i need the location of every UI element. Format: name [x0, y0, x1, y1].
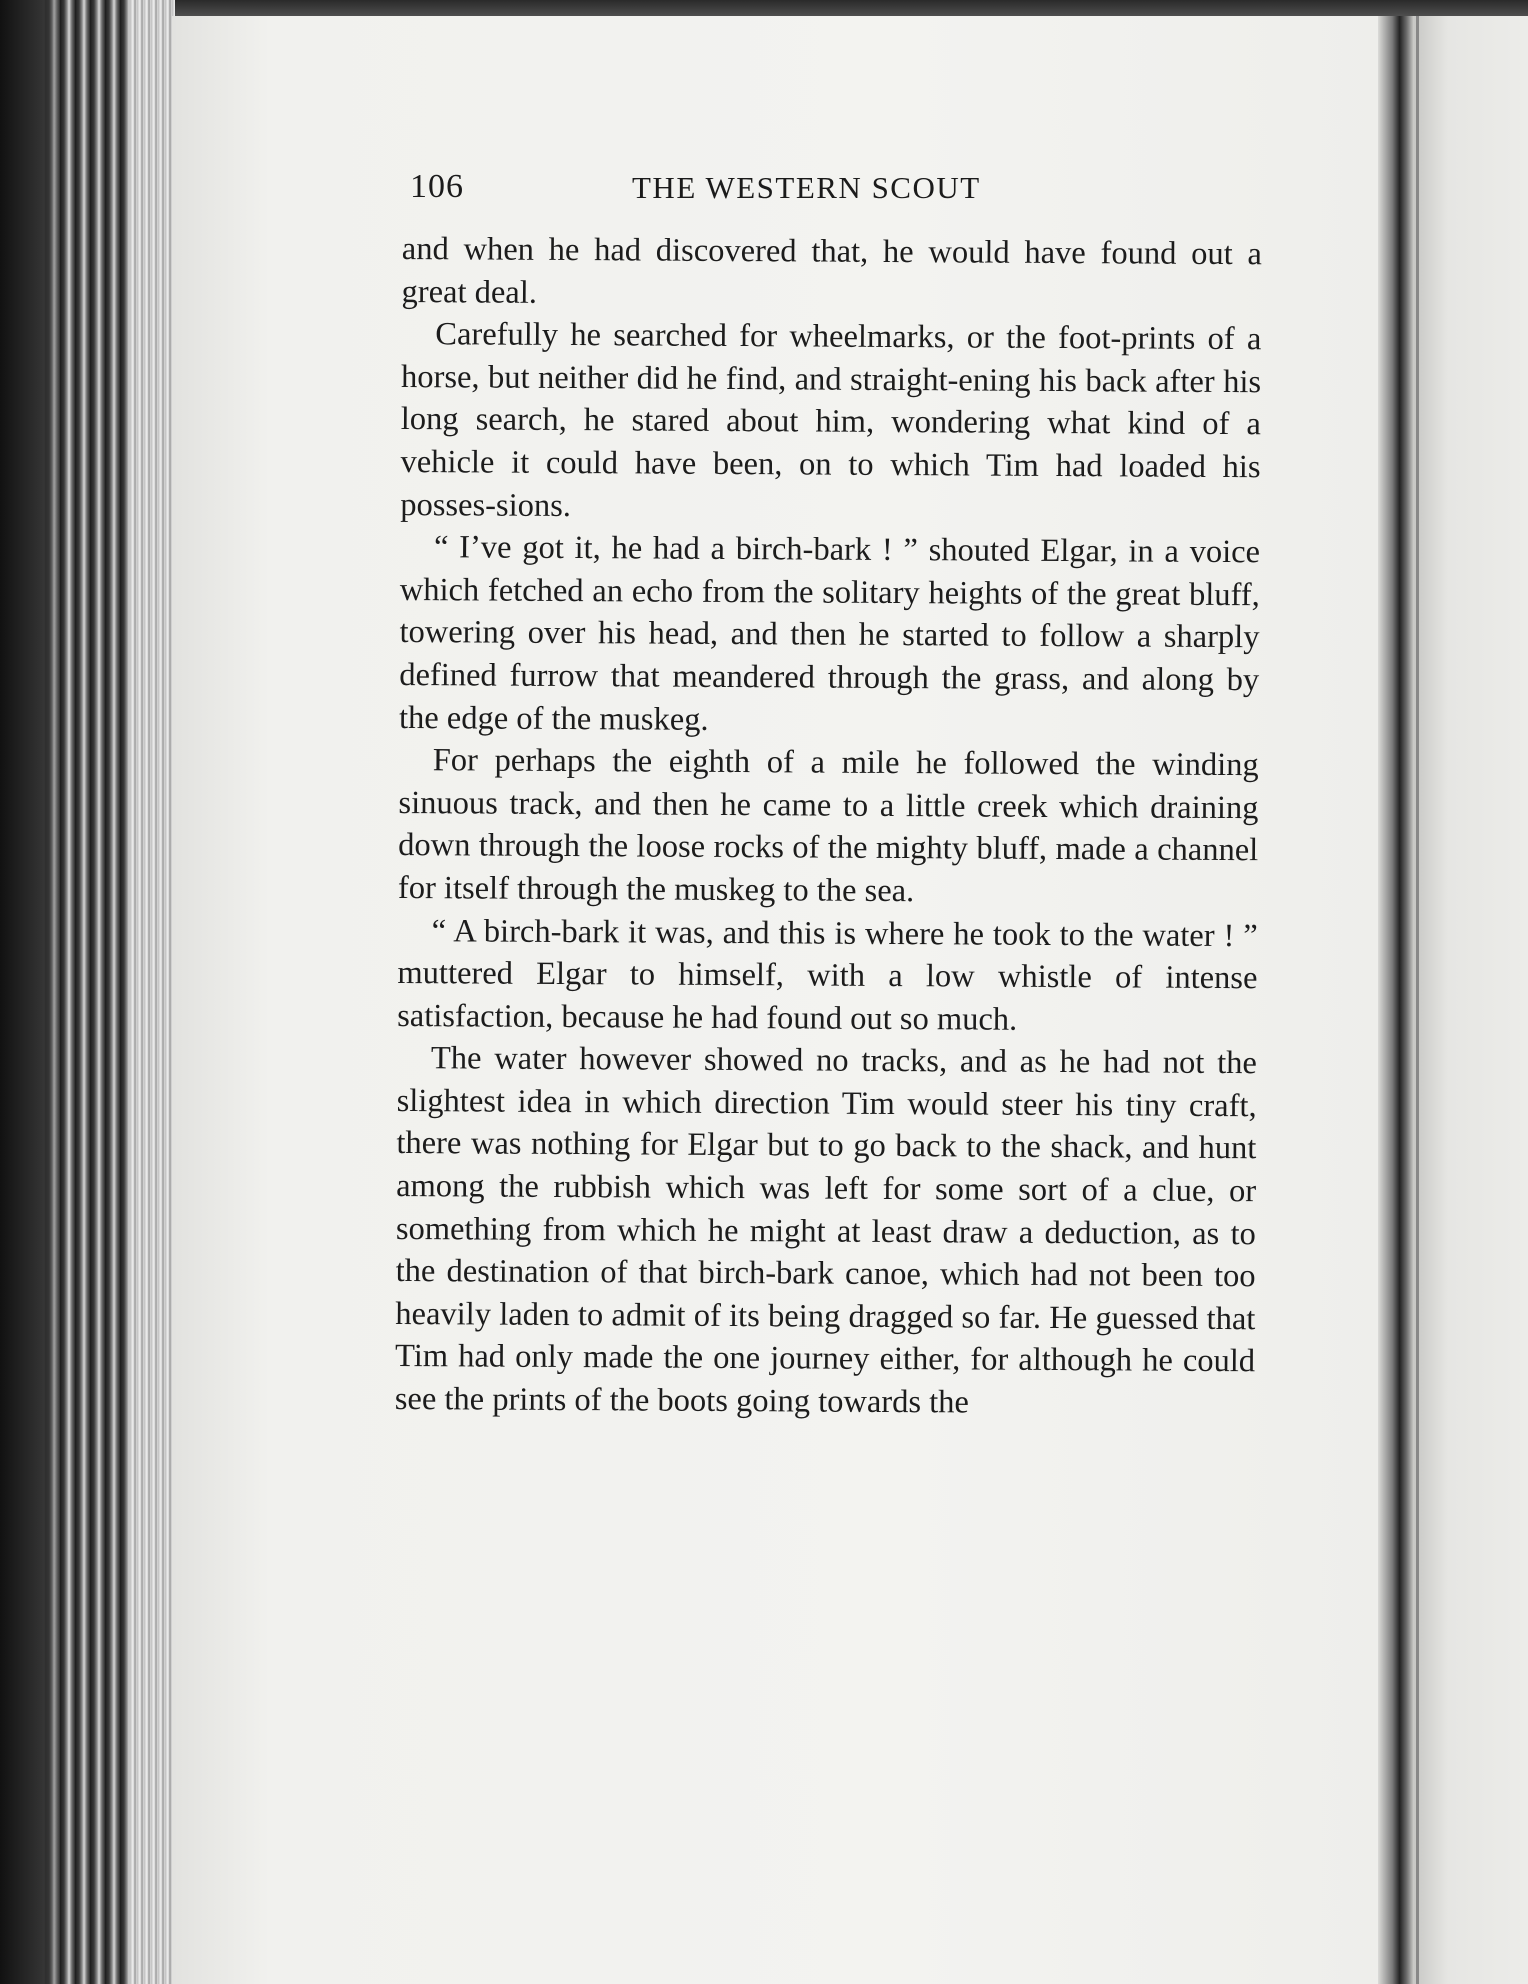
page-number: 106 [410, 168, 464, 205]
book-gutter [1378, 16, 1414, 1984]
page-text [395, 228, 1262, 1426]
facing-page-edge [1414, 16, 1528, 1984]
book-title: THE WESTERN SCOUT [632, 170, 981, 205]
paragraph: “ I’ve got it, he had a birch-bark ! ” shouted Elgar, in a voice which fetched an echo from the solitary heights of the great bluff, towering over his head, and then he started to follow a sharply defined furrow that meandered through the grass, and along by the edge of the muskeg. [398, 529, 1261, 738]
paragraph: The water however showed no tracks, and as he had not the slightest idea in which direction Tim would steer his tiny craft, there was nothing for Elgar but to go back to the shack, and hunt among the rubbish which was left for some sort of a clue, or something from which he might at least draw a deduction, as to the destination of that birch-bark canoe, which had not been too heavily laden to admit of its being dragged so far. He guessed that Tim had only made the one journey either, for although he could see the prints of the boots going towards the [394, 1040, 1258, 1421]
book-spine-shadow [0, 0, 60, 1984]
paragraph: and when he had discovered that, he would have found out a great deal. [401, 230, 1262, 311]
running-head [410, 168, 1036, 218]
paragraph: Carefully he searched for wheelmarks, or the foot-prints of a horse, but neither did he find, and straight-ening his back after his long search, he stared about him, wondering what kind of a vehicle it could have been, on to which Tim had loaded his posses-sions. [400, 316, 1262, 524]
paragraph: “ A birch-bark it was, and this is where he took to the water ! ” muttered Elgar to himself, with a low whistle of intense satisfaction, because he had found out so much. [397, 912, 1258, 1038]
paragraph: For perhaps the eighth of a mile he followed the winding sinuous track, and then he came to a little creek which draining down through the loose rocks of the mighty bluff, made a channel for itself through the muskeg to the sea. [397, 742, 1259, 910]
